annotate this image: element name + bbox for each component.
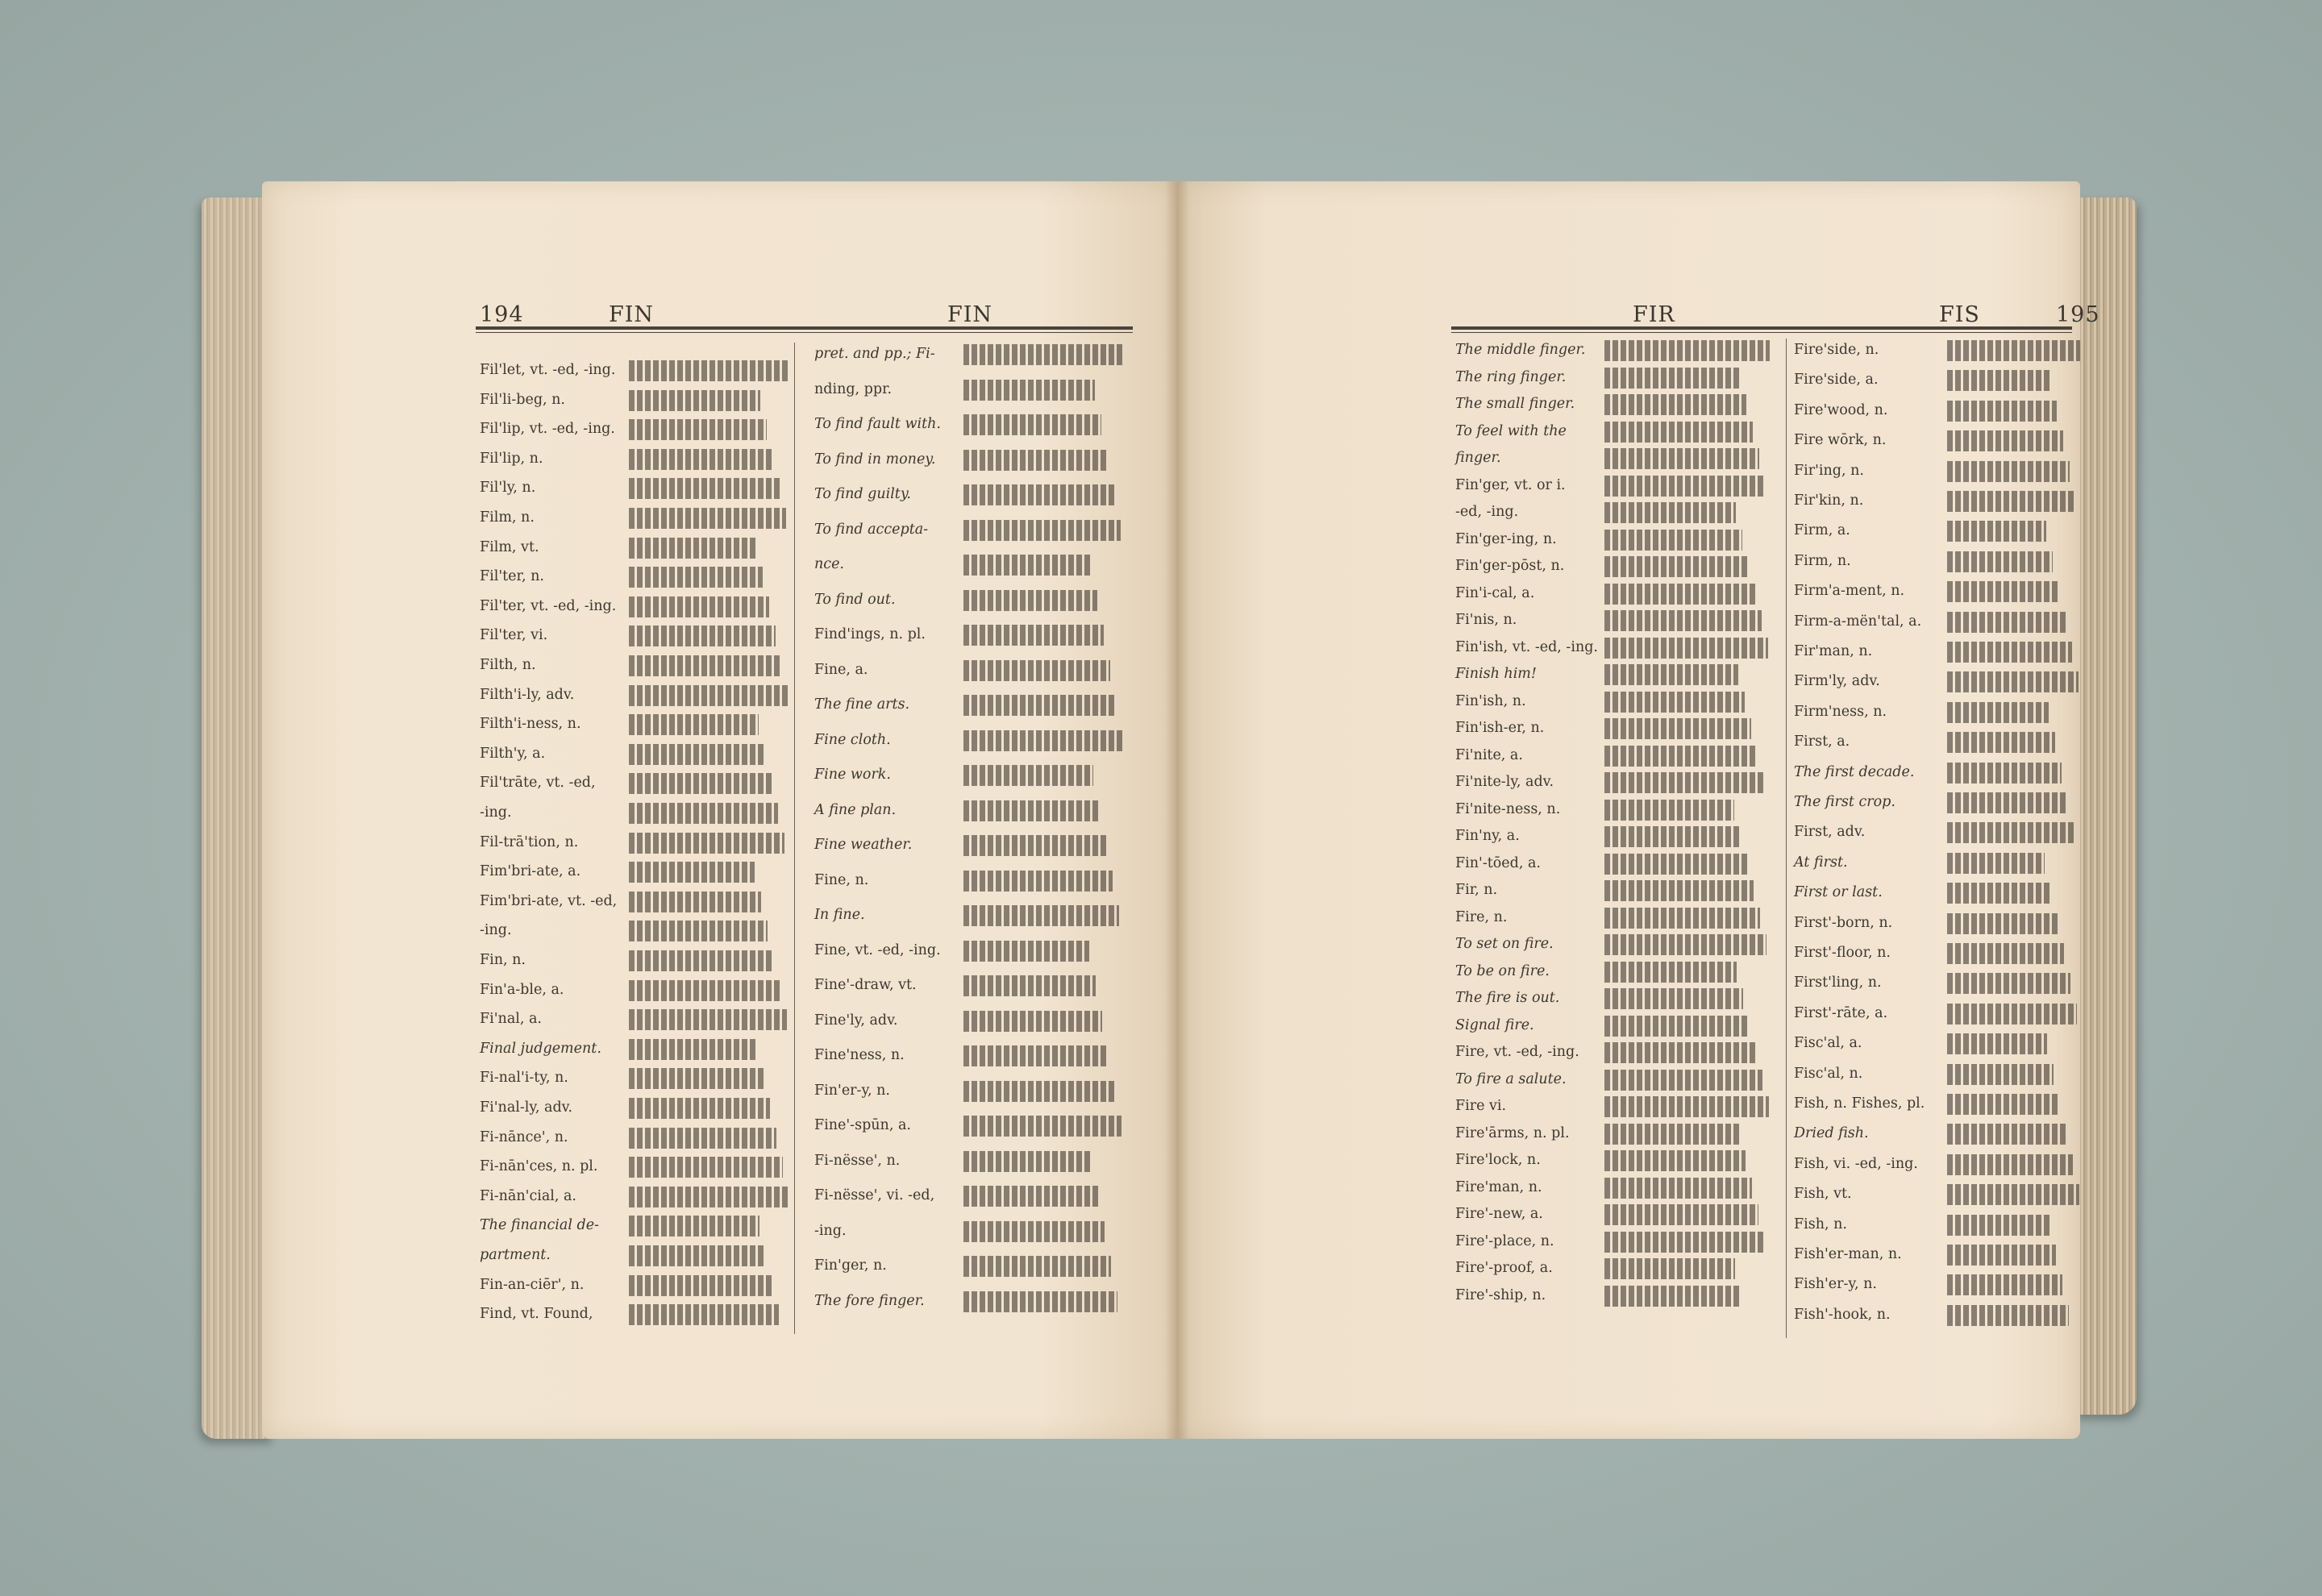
dictionary-entry: To feel with the xyxy=(1455,422,1567,439)
japanese-gloss-block xyxy=(1947,732,2055,753)
dictionary-entry: Fil'lip, n. xyxy=(480,450,543,467)
dictionary-entry: Fi-nësse', vi. -ed, xyxy=(814,1187,935,1203)
japanese-gloss-block xyxy=(1947,792,2068,813)
japanese-gloss-block xyxy=(629,1128,776,1149)
dictionary-entry: Fish'-hook, n. xyxy=(1794,1306,1891,1323)
dictionary-entry: Fire'ārms, n. pl. xyxy=(1455,1124,1570,1141)
book-gutter xyxy=(1165,181,1189,1439)
dictionary-entry: To find out. xyxy=(814,591,896,608)
dictionary-entry: First'-born, n. xyxy=(1794,914,1893,931)
dictionary-entry: Fire'-place, n. xyxy=(1455,1232,1554,1249)
dictionary-entry: Fil-trā'tion, n. xyxy=(480,833,579,850)
dictionary-entry: Fire, vt. -ed, -ing. xyxy=(1455,1044,1579,1060)
dictionary-entry: Fish, n. Fishes, pl. xyxy=(1794,1095,1925,1112)
japanese-gloss-block xyxy=(629,1275,772,1296)
japanese-gloss-block xyxy=(1604,908,1760,929)
japanese-gloss-block xyxy=(1604,962,1737,983)
dictionary-entry: To fire a salute. xyxy=(1455,1070,1567,1087)
dictionary-entry: partment. xyxy=(480,1247,551,1263)
dictionary-entry: Firm, a. xyxy=(1794,522,1850,539)
japanese-gloss-block xyxy=(1604,448,1759,469)
page-number-left: 194 xyxy=(480,302,524,327)
dictionary-entry: Fi-nān'ces, n. pl. xyxy=(480,1158,598,1175)
dictionary-entry: Fish, n. xyxy=(1794,1216,1847,1232)
japanese-gloss-block xyxy=(963,414,1101,435)
dictionary-entry: First, adv. xyxy=(1794,824,1866,841)
japanese-gloss-block xyxy=(629,1009,787,1030)
dictionary-entry: Fine, vt. -ed, -ing. xyxy=(814,941,941,958)
dictionary-entry: The ring finger. xyxy=(1455,368,1567,385)
dictionary-entry: To find fault with. xyxy=(814,416,941,432)
japanese-gloss-block xyxy=(1604,1042,1756,1063)
japanese-gloss-block xyxy=(1604,934,1766,955)
japanese-gloss-block xyxy=(629,1304,779,1325)
japanese-gloss-block xyxy=(1604,1150,1746,1171)
dictionary-entry: Fi'nal, a. xyxy=(480,1011,542,1028)
dictionary-entry: Fi'nis, n. xyxy=(1455,612,1517,628)
japanese-gloss-block xyxy=(1947,521,2046,542)
japanese-gloss-block xyxy=(629,1187,789,1207)
japanese-gloss-block xyxy=(1604,718,1751,739)
japanese-gloss-block xyxy=(963,1291,1117,1312)
dictionary-entry: Fish, vi. -ed, -ing. xyxy=(1794,1155,1918,1172)
dictionary-entry: Fire'side, a. xyxy=(1794,372,1879,389)
japanese-gloss-block xyxy=(1947,702,2049,723)
open-book xyxy=(202,173,2137,1439)
dictionary-entry: In fine. xyxy=(814,907,865,923)
japanese-gloss-block xyxy=(629,773,772,794)
japanese-gloss-block xyxy=(629,538,756,559)
dictionary-entry: -ing. xyxy=(480,804,512,821)
japanese-gloss-block xyxy=(963,590,1097,611)
dictionary-entry: Filth, n. xyxy=(480,657,536,673)
japanese-gloss-block xyxy=(629,1068,764,1089)
dictionary-entry: Fil'li-beg, n. xyxy=(480,391,565,408)
dictionary-entry: Film, n. xyxy=(480,509,535,526)
dictionary-entry: First, a. xyxy=(1794,734,1850,750)
japanese-gloss-block xyxy=(629,360,790,381)
japanese-gloss-block xyxy=(1604,610,1762,631)
dictionary-entry: Fin, n. xyxy=(480,952,526,968)
dictionary-entry: Fine work. xyxy=(814,767,891,783)
header-rule-left xyxy=(476,326,1133,333)
japanese-gloss-block xyxy=(1947,551,2053,572)
dictionary-entry: The middle finger. xyxy=(1455,342,1586,358)
japanese-gloss-block xyxy=(1604,422,1753,443)
japanese-gloss-block xyxy=(963,1045,1109,1066)
dictionary-entry: Find'ings, n. pl. xyxy=(814,626,926,642)
dictionary-entry: Fin'ger-pōst, n. xyxy=(1455,558,1565,574)
dictionary-entry: Firm'ness, n. xyxy=(1794,703,1887,720)
japanese-gloss-block xyxy=(1947,491,2076,512)
dictionary-entry: Dried fish. xyxy=(1794,1125,1869,1142)
dictionary-entry: Filth'i-ness, n. xyxy=(480,716,581,733)
japanese-gloss-block xyxy=(1947,1305,2069,1326)
japanese-gloss-block xyxy=(963,1011,1102,1032)
dictionary-entry: To find in money. xyxy=(814,451,936,468)
dictionary-entry: To find accepta- xyxy=(814,521,929,538)
dictionary-entry: Fire'-new, a. xyxy=(1455,1206,1543,1222)
japanese-gloss-block xyxy=(1947,461,2070,482)
japanese-gloss-block xyxy=(963,871,1113,892)
dictionary-entry: Finish him! xyxy=(1455,666,1537,682)
japanese-gloss-block xyxy=(1604,340,1770,361)
japanese-gloss-block xyxy=(963,905,1119,926)
dictionary-entry: First'-rāte, a. xyxy=(1794,1004,1888,1021)
dictionary-entry: Fisc'al, a. xyxy=(1794,1035,1862,1052)
japanese-gloss-block xyxy=(1604,746,1758,767)
japanese-gloss-block xyxy=(1947,853,2045,874)
dictionary-entry: Fir'man, n. xyxy=(1794,643,1873,659)
dictionary-entry: First or last. xyxy=(1794,884,1883,901)
dictionary-entry: Fine, n. xyxy=(814,871,869,888)
dictionary-entry: Fi-nësse', n. xyxy=(814,1152,901,1169)
dictionary-entry: First'-floor, n. xyxy=(1794,945,1891,961)
dictionary-entry: Fire'-ship, n. xyxy=(1455,1286,1546,1303)
japanese-gloss-block xyxy=(629,419,767,440)
dictionary-entry: Fin'ger, vt. or i. xyxy=(1455,476,1566,493)
dictionary-entry: Fire vi. xyxy=(1455,1098,1507,1114)
dictionary-entry: -ing. xyxy=(814,1222,847,1239)
japanese-gloss-block xyxy=(629,449,773,470)
japanese-gloss-block xyxy=(1604,556,1749,577)
dictionary-entry: The financial de- xyxy=(480,1217,599,1234)
dictionary-entry: Fil'ter, vt. -ed, -ing. xyxy=(480,597,617,614)
japanese-gloss-block xyxy=(1604,988,1743,1009)
dictionary-entry: Fil'ly, n. xyxy=(480,480,536,497)
japanese-gloss-block xyxy=(963,660,1110,681)
dictionary-entry: The first decade. xyxy=(1794,763,1915,780)
japanese-gloss-block xyxy=(1947,430,2063,451)
japanese-gloss-block xyxy=(1947,612,2066,633)
japanese-gloss-block xyxy=(629,892,761,912)
dictionary-entry: Firm'a-ment, n. xyxy=(1794,583,1905,600)
japanese-gloss-block xyxy=(1947,1245,2056,1266)
header-left-guideword: FIN xyxy=(609,302,655,327)
japanese-gloss-block xyxy=(1604,1070,1762,1091)
japanese-gloss-block xyxy=(629,714,759,735)
japanese-gloss-block xyxy=(629,744,765,765)
japanese-gloss-block xyxy=(1604,664,1738,685)
japanese-gloss-block xyxy=(1947,401,2057,422)
japanese-gloss-block xyxy=(963,1186,1098,1207)
dictionary-entry: Fi-nān'cial, a. xyxy=(480,1187,576,1204)
japanese-gloss-block xyxy=(1604,692,1745,713)
japanese-gloss-block xyxy=(963,344,1125,365)
japanese-gloss-block xyxy=(1947,822,2074,843)
japanese-gloss-block xyxy=(629,980,780,1001)
dictionary-entry: Film, vt. xyxy=(480,538,539,555)
dictionary-entry: Fisc'al, n. xyxy=(1794,1065,1863,1082)
header-right-guideword-2: FIS xyxy=(1939,302,1980,327)
japanese-gloss-block xyxy=(1947,1033,2047,1054)
japanese-gloss-block xyxy=(963,1221,1105,1242)
dictionary-entry: Filth'i-ly, adv. xyxy=(480,686,575,703)
dictionary-entry: Find, vt. Found, xyxy=(480,1306,593,1323)
dictionary-entry: Fil'ter, n. xyxy=(480,568,544,585)
dictionary-entry: Firm-a-mën'tal, a. xyxy=(1794,613,1922,630)
dictionary-entry: Fir'ing, n. xyxy=(1794,462,1864,479)
dictionary-entry: nce. xyxy=(814,556,844,572)
japanese-gloss-block xyxy=(629,655,782,676)
japanese-gloss-block xyxy=(963,484,1114,505)
dictionary-entry: Filth'y, a. xyxy=(480,745,546,762)
dictionary-entry: Fi'nite, a. xyxy=(1455,746,1523,763)
japanese-gloss-block xyxy=(1604,1204,1758,1225)
japanese-gloss-block xyxy=(629,862,755,883)
book-edge-right xyxy=(2072,197,2137,1415)
japanese-gloss-block xyxy=(963,800,1100,821)
dictionary-entry: Fim'bri-ate, vt. -ed, xyxy=(480,892,618,909)
japanese-gloss-block xyxy=(629,950,774,971)
japanese-gloss-block xyxy=(1947,1274,2062,1295)
japanese-gloss-block xyxy=(629,803,778,824)
japanese-gloss-block xyxy=(1604,1232,1765,1253)
japanese-gloss-block xyxy=(629,390,760,411)
japanese-gloss-block xyxy=(629,1157,783,1178)
japanese-gloss-block xyxy=(1604,368,1740,389)
japanese-gloss-block xyxy=(963,520,1121,541)
japanese-gloss-block xyxy=(1604,1258,1735,1279)
japanese-gloss-block xyxy=(1947,913,2058,934)
dictionary-entry: Signal fire. xyxy=(1455,1016,1534,1033)
column-divider-right xyxy=(1786,339,1787,1338)
japanese-gloss-block xyxy=(1604,1016,1750,1037)
header-right-guideword: FIR xyxy=(1633,302,1675,327)
dictionary-entry: The fire is out. xyxy=(1455,990,1560,1006)
japanese-gloss-block xyxy=(1604,1124,1739,1145)
japanese-gloss-block xyxy=(629,921,768,941)
japanese-gloss-block xyxy=(963,450,1108,471)
japanese-gloss-block xyxy=(1604,530,1742,551)
dictionary-entry: nding, ppr. xyxy=(814,380,893,397)
japanese-gloss-block xyxy=(629,596,769,617)
japanese-gloss-block xyxy=(963,1081,1115,1102)
japanese-gloss-block xyxy=(1604,638,1768,659)
japanese-gloss-block xyxy=(1947,1215,2049,1236)
dictionary-entry: Fi'nal-ly, adv. xyxy=(480,1099,573,1116)
japanese-gloss-block xyxy=(963,941,1089,962)
japanese-gloss-block xyxy=(1604,502,1736,523)
dictionary-entry: Fil'ter, vi. xyxy=(480,627,548,644)
japanese-gloss-block xyxy=(1947,340,2080,361)
dictionary-entry: Fire'-proof, a. xyxy=(1455,1260,1553,1276)
dictionary-entry: Fin-an-ciēr', n. xyxy=(480,1276,585,1293)
japanese-gloss-block xyxy=(963,1256,1111,1277)
japanese-gloss-block xyxy=(629,1216,759,1236)
japanese-gloss-block xyxy=(963,555,1091,576)
japanese-gloss-block xyxy=(963,695,1117,716)
dictionary-entry: Fi'nite-ness, n. xyxy=(1455,800,1561,817)
dictionary-entry: Fi-nal'i-ty, n. xyxy=(480,1070,568,1087)
dictionary-entry: Fine weather. xyxy=(814,837,913,853)
japanese-gloss-block xyxy=(1947,1004,2077,1025)
dictionary-entry: At first. xyxy=(1794,854,1848,871)
japanese-gloss-block xyxy=(1947,1154,2073,1175)
dictionary-entry: Fin'ger, n. xyxy=(814,1257,887,1274)
japanese-gloss-block xyxy=(629,478,780,499)
japanese-gloss-block xyxy=(1947,973,2070,994)
dictionary-entry: Fim'bri-ate, a. xyxy=(480,863,581,880)
japanese-gloss-block xyxy=(963,1151,1092,1172)
header-left-guideword-2: FIN xyxy=(947,302,993,327)
japanese-gloss-block xyxy=(629,1245,766,1266)
japanese-gloss-block xyxy=(1947,1124,2066,1145)
dictionary-entry: Fin'ger-ing, n. xyxy=(1455,530,1557,547)
japanese-gloss-block xyxy=(1604,854,1747,875)
dictionary-entry: Fin'a-ble, a. xyxy=(480,981,564,998)
dictionary-entry: First'ling, n. xyxy=(1794,975,1882,991)
japanese-gloss-block xyxy=(629,685,789,706)
dictionary-entry: Fi-nānce', n. xyxy=(480,1128,568,1145)
dictionary-entry: Fire'side, n. xyxy=(1794,342,1879,358)
dictionary-entry: Fine'ness, n. xyxy=(814,1047,905,1063)
dictionary-entry: Fin'ish, n. xyxy=(1455,692,1526,709)
japanese-gloss-block xyxy=(629,508,786,529)
japanese-gloss-block xyxy=(963,625,1104,646)
japanese-gloss-block xyxy=(963,765,1093,786)
japanese-gloss-block xyxy=(1947,1184,2079,1205)
dictionary-entry: Fish'er-man, n. xyxy=(1794,1246,1902,1262)
dictionary-entry: Fil'trāte, vt. -ed, xyxy=(480,775,596,792)
column-divider-left xyxy=(794,343,795,1334)
dictionary-entry: Fine, a. xyxy=(814,661,868,678)
left-page xyxy=(262,181,1177,1439)
dictionary-entry: Fin'ish-er, n. xyxy=(1455,720,1545,736)
japanese-gloss-block xyxy=(1947,1094,2060,1115)
dictionary-entry: -ing. xyxy=(480,922,512,939)
dictionary-entry: To be on fire. xyxy=(1455,962,1550,979)
dictionary-entry: Fire, n. xyxy=(1455,908,1508,925)
dictionary-entry: Firm'ly, adv. xyxy=(1794,673,1880,690)
japanese-gloss-block xyxy=(1604,800,1734,821)
japanese-gloss-block xyxy=(963,380,1095,401)
japanese-gloss-block xyxy=(963,975,1096,996)
japanese-gloss-block xyxy=(1604,826,1741,847)
dictionary-entry: Fi'nite-ly, adv. xyxy=(1455,774,1554,790)
dictionary-entry: Fil'lip, vt. -ed, -ing. xyxy=(480,421,615,438)
dictionary-entry: Fin'ny, a. xyxy=(1455,828,1520,844)
header-rule-right xyxy=(1451,326,2072,333)
japanese-gloss-block xyxy=(1947,581,2059,602)
dictionary-entry: -ed, -ing. xyxy=(1455,504,1519,520)
dictionary-entry: Fir, n. xyxy=(1455,882,1498,898)
japanese-gloss-block xyxy=(963,835,1106,856)
japanese-gloss-block xyxy=(1604,1178,1752,1199)
japanese-gloss-block xyxy=(1947,370,2050,391)
japanese-gloss-block xyxy=(1947,883,2051,904)
japanese-gloss-block xyxy=(629,567,763,588)
dictionary-entry: Fir'kin, n. xyxy=(1794,493,1864,509)
japanese-gloss-block xyxy=(963,730,1123,751)
dictionary-entry: finger. xyxy=(1455,450,1501,466)
dictionary-entry: The first crop. xyxy=(1794,794,1895,810)
dictionary-entry: Fire wōrk, n. xyxy=(1794,432,1887,449)
dictionary-entry: To find guilty. xyxy=(814,486,911,502)
dictionary-entry: The fore finger. xyxy=(814,1292,925,1309)
dictionary-entry: pret. and pp.; Fi- xyxy=(814,346,935,362)
japanese-gloss-block xyxy=(1947,763,2062,783)
japanese-gloss-block xyxy=(629,1098,770,1119)
japanese-gloss-block xyxy=(1604,1286,1742,1307)
dictionary-entry: Fire'lock, n. xyxy=(1455,1152,1541,1168)
japanese-gloss-block xyxy=(1947,1064,2054,1085)
dictionary-entry: Fire'man, n. xyxy=(1455,1178,1542,1195)
dictionary-entry: Fin'i-cal, a. xyxy=(1455,584,1535,601)
dictionary-entry: Final judgement. xyxy=(480,1040,601,1057)
dictionary-entry: Fine'ly, adv. xyxy=(814,1012,898,1029)
japanese-gloss-block xyxy=(1604,772,1764,793)
dictionary-entry: The small finger. xyxy=(1455,396,1575,412)
dictionary-entry: To set on fire. xyxy=(1455,936,1554,952)
dictionary-entry: Fine'-spūn, a. xyxy=(814,1117,911,1133)
japanese-gloss-block xyxy=(1947,671,2079,692)
dictionary-entry: Fish, vt. xyxy=(1794,1186,1852,1203)
japanese-gloss-block xyxy=(1604,394,1746,415)
japanese-gloss-block xyxy=(1604,584,1755,605)
japanese-gloss-block xyxy=(629,833,784,854)
japanese-gloss-block xyxy=(963,1116,1121,1137)
japanese-gloss-block xyxy=(629,1039,757,1060)
dictionary-entry: Fire'wood, n. xyxy=(1794,401,1888,418)
right-page xyxy=(1177,181,2100,1439)
dictionary-entry: The fine arts. xyxy=(814,696,910,713)
japanese-gloss-block xyxy=(1947,943,2064,964)
dictionary-entry: Fine'-draw, vt. xyxy=(814,977,917,993)
dictionary-entry: Fine cloth. xyxy=(814,731,891,748)
dictionary-entry: Fin'-tōed, a. xyxy=(1455,854,1541,871)
dictionary-entry: Fin'er-y, n. xyxy=(814,1082,890,1099)
dictionary-entry: Fin'ish, vt. -ed, -ing. xyxy=(1455,638,1598,655)
japanese-gloss-block xyxy=(629,626,776,646)
page-number-right: 195 xyxy=(2056,302,2100,327)
japanese-gloss-block xyxy=(1604,1096,1769,1117)
dictionary-entry: A fine plan. xyxy=(814,801,897,818)
dictionary-entry: Firm, n. xyxy=(1794,552,1851,569)
dictionary-entry: Fish'er-y, n. xyxy=(1794,1276,1877,1293)
japanese-gloss-block xyxy=(1947,642,2072,663)
japanese-gloss-block xyxy=(1604,880,1754,901)
dictionary-entry: Fil'let, vt. -ed, -ing. xyxy=(480,362,616,378)
japanese-gloss-block xyxy=(1604,476,1766,497)
